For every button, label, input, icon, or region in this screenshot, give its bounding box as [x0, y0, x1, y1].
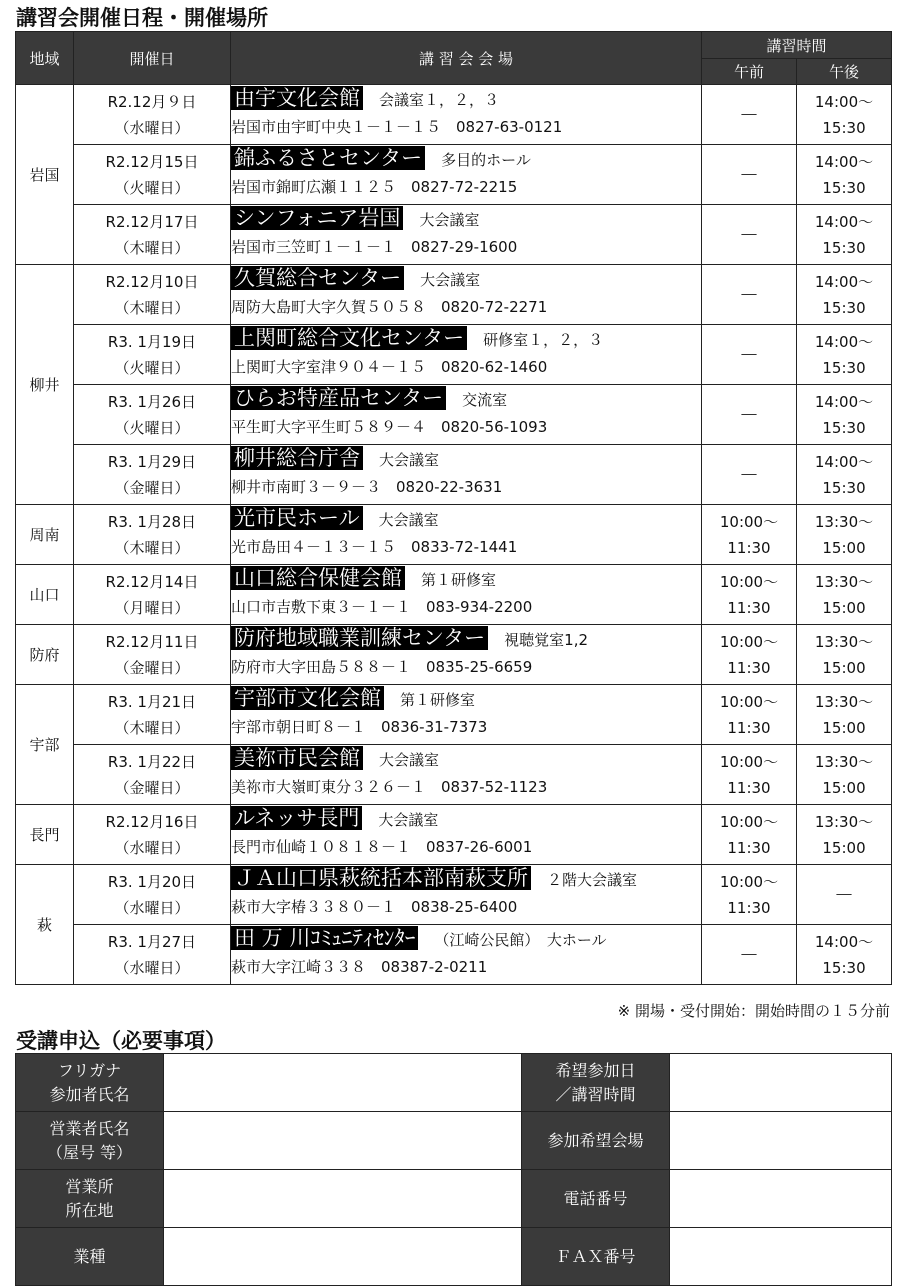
am-time: －: [702, 325, 797, 385]
venue-name: 錦ふるさとセンター: [231, 146, 425, 170]
venue-cell: [231, 385, 702, 445]
venue-room: 多目的ホール: [441, 151, 531, 169]
venue-cell: [231, 445, 702, 505]
event-date: R3. 1月20日: [107, 872, 197, 891]
venue-name: ひらお特産品センター: [231, 386, 446, 410]
venue-room: 大会議室: [420, 271, 481, 289]
date-cell: [74, 745, 231, 805]
pm-time: 14:00～ 15:30: [797, 85, 892, 145]
date-cell: [74, 325, 231, 385]
field-input[interactable]: [670, 1112, 892, 1170]
field-input[interactable]: [670, 1054, 892, 1112]
event-weekday: （水曜日）: [114, 958, 190, 977]
pm-time: －: [797, 865, 892, 925]
header-am: 午前: [702, 59, 797, 85]
am-time: －: [702, 925, 797, 985]
date-cell: [74, 865, 231, 925]
venue-cell: [231, 205, 702, 265]
event-weekday: （金曜日）: [114, 778, 190, 797]
venue-cell: [231, 565, 702, 625]
field-label: 業種: [16, 1228, 164, 1286]
am-time: －: [702, 265, 797, 325]
am-time: －: [702, 205, 797, 265]
am-time: 10:00～ 11:30: [702, 505, 797, 565]
event-date: R2.12月16日: [105, 812, 199, 831]
date-cell: [74, 205, 231, 265]
pm-time: 13:30～ 15:00: [797, 745, 892, 805]
am-time: 10:00～ 11:30: [702, 625, 797, 685]
event-weekday: （水曜日）: [114, 898, 190, 917]
venue-cell: [231, 145, 702, 205]
application-row: [16, 1228, 892, 1286]
date-cell: [74, 445, 231, 505]
pm-time: 14:00～ 15:30: [797, 265, 892, 325]
application-row: [16, 1112, 892, 1170]
pm-time: 14:00～ 15:30: [797, 925, 892, 985]
event-weekday: （金曜日）: [114, 658, 190, 677]
event-weekday: （木曜日）: [114, 538, 190, 557]
event-weekday: （水曜日）: [114, 118, 190, 137]
schedule-row: [16, 265, 892, 325]
venue-address: 光市島田４－１３－１５ 0833-72-1441: [231, 538, 518, 556]
venue-name: ＪＡ山口県萩統括本部南萩支所: [231, 866, 531, 890]
schedule-row: [16, 505, 892, 565]
field-label: フリガナ 参加者氏名: [16, 1054, 164, 1112]
event-date: R3. 1月28日: [107, 512, 197, 531]
am-time: 10:00～ 11:30: [702, 685, 797, 745]
header-venue: 講 習 会 会 場: [231, 32, 702, 85]
pm-time: 14:00～ 15:30: [797, 205, 892, 265]
region-cell: 防府: [16, 625, 74, 685]
field-label: ＦＡＸ番号: [522, 1228, 670, 1286]
application-row: [16, 1054, 892, 1112]
schedule-row: [16, 625, 892, 685]
event-date: R3. 1月27日: [107, 932, 197, 951]
event-date: R2.12月15日: [105, 152, 199, 171]
region-cell: 長門: [16, 805, 74, 865]
venue-address: 平生町大字平生町５８９－４ 0820-56-1093: [231, 418, 548, 436]
venue-room: 大会議室: [378, 511, 439, 529]
venue-room: （江崎公民館） 大ホール: [434, 931, 607, 949]
venue-address: 美祢市大嶺町東分３２６－１ 0837-52-1123: [231, 778, 548, 796]
pm-time: 13:30～ 15:00: [797, 625, 892, 685]
venue-room: 研修室１，２，３: [483, 331, 604, 349]
am-time: －: [702, 385, 797, 445]
pm-time: 14:00～ 15:30: [797, 145, 892, 205]
application-table: [15, 1053, 892, 1286]
field-input[interactable]: [164, 1054, 522, 1112]
venue-address: 上関町大字室津９０４－１５ 0820-62-1460: [231, 358, 548, 376]
event-weekday: （火曜日）: [114, 418, 190, 437]
region-cell: 宇部: [16, 685, 74, 805]
schedule-row: [16, 805, 892, 865]
venue-address: 防府市大字田島５８８－１ 0835-25-6659: [231, 658, 533, 676]
pm-time: 14:00～ 15:30: [797, 445, 892, 505]
pm-time: 14:00～ 15:30: [797, 325, 892, 385]
date-cell: [74, 685, 231, 745]
field-input[interactable]: [164, 1170, 522, 1228]
event-date: R2.12月14日: [105, 572, 199, 591]
schedule-row: [16, 745, 892, 805]
venue-cell: [231, 505, 702, 565]
schedule-row: [16, 145, 892, 205]
event-date: R2.12月11日: [105, 632, 199, 651]
date-cell: [74, 565, 231, 625]
venue-address: 長門市仙崎１０８１８－１ 0837-26-6001: [231, 838, 533, 856]
venue-cell: [231, 625, 702, 685]
schedule-row: [16, 325, 892, 385]
event-date: R3. 1月19日: [107, 332, 197, 351]
venue-name: ルネッサ長門: [231, 806, 362, 830]
venue-room: 第１研修室: [400, 691, 476, 709]
am-time: 10:00～ 11:30: [702, 745, 797, 805]
venue-cell: [231, 745, 702, 805]
field-label: 営業者氏名 （屋号 等）: [16, 1112, 164, 1170]
venue-cell: [231, 805, 702, 865]
page-title: 講習会開催日程・開催場所: [16, 6, 268, 30]
event-date: R3. 1月26日: [107, 392, 197, 411]
event-date: R2.12月９日: [107, 92, 197, 111]
venue-room: 大会議室: [379, 451, 440, 469]
venue-name: 由宇文化会館: [231, 86, 363, 110]
event-weekday: （火曜日）: [114, 358, 190, 377]
field-label: 営業所 所在地: [16, 1170, 164, 1228]
pm-time: 13:30～ 15:00: [797, 685, 892, 745]
am-time: －: [702, 445, 797, 505]
pm-time: 13:30～ 15:00: [797, 505, 892, 565]
venue-name: 宇部市文化会館: [231, 686, 384, 710]
region-cell: 周南: [16, 505, 74, 565]
event-weekday: （月曜日）: [114, 598, 190, 617]
am-time: －: [702, 85, 797, 145]
venue-room: 会議室１，２，３: [379, 91, 500, 109]
event-date: R2.12月10日: [105, 272, 199, 291]
date-cell: [74, 145, 231, 205]
am-time: 10:00～ 11:30: [702, 865, 797, 925]
venue-room: 第１研修室: [421, 571, 497, 589]
event-weekday: （木曜日）: [114, 718, 190, 737]
venue-name: 上関町総合文化センター: [231, 326, 467, 350]
event-date: R2.12月17日: [105, 212, 199, 231]
header-date: 開催日: [74, 32, 231, 85]
venue-name: 光市民ホール: [231, 506, 363, 530]
pm-time: 13:30～ 15:00: [797, 565, 892, 625]
venue-address: 宇部市朝日町８－１ 0836-31-7373: [231, 718, 488, 736]
venue-address: 岩国市三笠町１－１－１ 0827-29-1600: [231, 238, 518, 256]
event-weekday: （火曜日）: [114, 178, 190, 197]
date-cell: [74, 925, 231, 985]
region-cell: 山口: [16, 565, 74, 625]
venue-name: 柳井総合庁舎: [231, 446, 363, 470]
venue-name: 美祢市民会館: [231, 746, 363, 770]
venue-address: 岩国市錦町広瀬１１２５ 0827-72-2215: [231, 178, 518, 196]
field-label: 電話番号: [522, 1170, 670, 1228]
venue-room: 大会議室: [379, 751, 440, 769]
venue-room: 視聴覚室1,2: [504, 631, 589, 649]
venue-name: 防府地域職業訓練センター: [231, 626, 488, 650]
event-date: R3. 1月21日: [107, 692, 197, 711]
field-input[interactable]: [164, 1228, 522, 1286]
venue-cell: [231, 925, 702, 985]
date-cell: [74, 85, 231, 145]
header-region: 地域: [16, 32, 74, 85]
field-input[interactable]: [670, 1228, 892, 1286]
schedule-row: [16, 565, 892, 625]
date-cell: [74, 625, 231, 685]
application-title: 受講申込（必要事項）: [16, 1029, 226, 1053]
application-row: [16, 1170, 892, 1228]
header-time: 講習時間: [702, 32, 892, 59]
date-cell: [74, 505, 231, 565]
venue-address: 萩市大字江崎３３８ 08387-2-0211: [231, 958, 488, 976]
venue-cell: [231, 685, 702, 745]
event-date: R3. 1月22日: [107, 752, 197, 771]
region-cell: 萩: [16, 865, 74, 985]
schedule-row: [16, 205, 892, 265]
venue-room: 大会議室: [378, 811, 439, 829]
venue-room: ２階大会議室: [547, 871, 638, 889]
schedule-body: [16, 85, 892, 985]
schedule-row: [16, 685, 892, 745]
event-weekday: （水曜日）: [114, 838, 190, 857]
am-time: 10:00～ 11:30: [702, 565, 797, 625]
schedule-row: [16, 385, 892, 445]
venue-name: シンフォニア岩国: [231, 206, 403, 230]
schedule-table: [15, 31, 892, 985]
field-label: 参加希望会場: [522, 1112, 670, 1170]
pm-time: 13:30～ 15:00: [797, 805, 892, 865]
field-label: 希望参加日 ／講習時間: [522, 1054, 670, 1112]
schedule-row: [16, 865, 892, 925]
venue-address: 柳井市南町３－９－３ 0820-22-3631: [231, 478, 503, 496]
venue-name: 田 万 川ｺﾐｭﾆﾃｨｾﾝﾀｰ: [231, 926, 418, 950]
venue-name: 久賀総合センター: [231, 266, 404, 290]
date-cell: [74, 385, 231, 445]
date-cell: [74, 805, 231, 865]
application-body: [16, 1054, 892, 1286]
schedule-row: [16, 925, 892, 985]
date-cell: [74, 265, 231, 325]
am-time: －: [702, 145, 797, 205]
venue-address: 山口市吉敷下東３－１－１ 083-934-2200: [231, 598, 533, 616]
event-weekday: （木曜日）: [114, 298, 190, 317]
am-time: 10:00～ 11:30: [702, 805, 797, 865]
schedule-row: [16, 445, 892, 505]
header-pm: 午後: [797, 59, 892, 85]
event-weekday: （木曜日）: [114, 238, 190, 257]
venue-cell: [231, 265, 702, 325]
field-input[interactable]: [670, 1170, 892, 1228]
venue-cell: [231, 85, 702, 145]
schedule-row: [16, 85, 892, 145]
event-weekday: （金曜日）: [114, 478, 190, 497]
venue-room: 交流室: [462, 391, 508, 409]
region-cell: 岩国: [16, 85, 74, 265]
venue-cell: [231, 325, 702, 385]
venue-address: 周防大島町大字久賀５０５８ 0820-72-2271: [231, 298, 548, 316]
venue-room: 大会議室: [419, 211, 480, 229]
opening-note: ※ 開場・受付開始：開始時間の１５分前: [617, 1002, 890, 1020]
venue-name: 山口総合保健会館: [231, 566, 405, 590]
event-date: R3. 1月29日: [107, 452, 197, 471]
venue-cell: [231, 865, 702, 925]
field-input[interactable]: [164, 1112, 522, 1170]
pm-time: 14:00～ 15:30: [797, 385, 892, 445]
venue-address: 岩国市由宇町中央１－１－１５ 0827-63-0121: [231, 118, 563, 136]
region-cell: 柳井: [16, 265, 74, 505]
venue-address: 萩市大字椿３３８０－１ 0838-25-6400: [231, 898, 518, 916]
